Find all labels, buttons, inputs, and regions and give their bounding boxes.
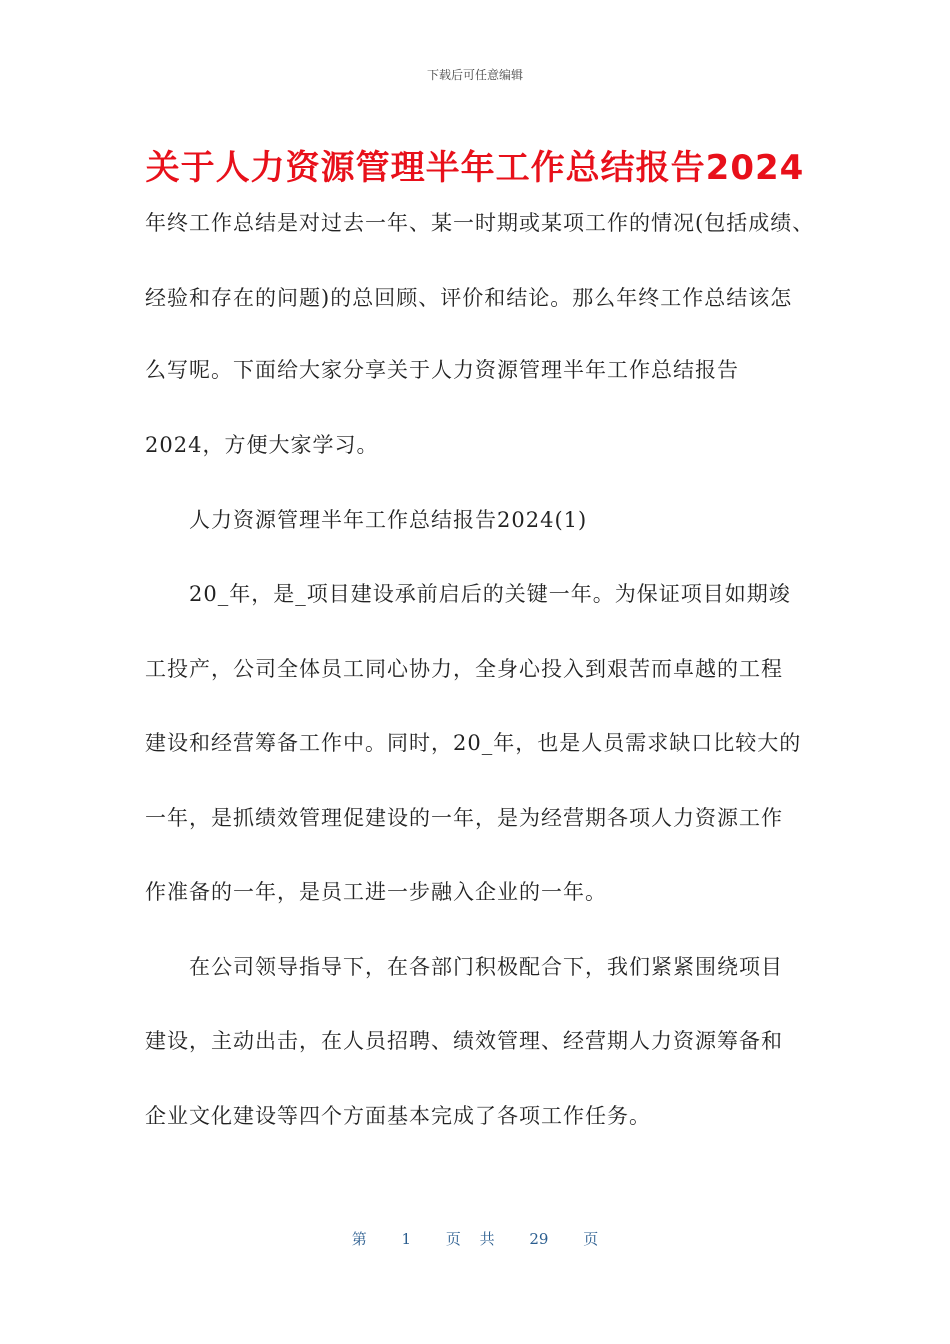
footer-suffix: 页 [583,1230,599,1248]
footer-middle: 页 共 [445,1230,495,1248]
paragraph-line: 工投产，公司全体员工同心协力，全身心投入到艰苦而卓越的工程 [145,657,783,681]
paragraph-line: 作准备的一年，是员工进一步融入企业的一年。 [145,880,607,904]
section-heading: 人力资源管理半年工作总结报告2024(1) [189,508,588,532]
header-note: 下载后可任意编辑 [426,68,523,82]
paragraph-line: 企业文化建设等四个方面基本完成了各项工作任务。 [145,1104,651,1128]
paragraph-line: 经验和存在的问题)的总回顾、评价和结论。那么年终工作总结该怎 [145,286,793,310]
paragraph-line: 建设，主动出击，在人员招聘、绩效管理、经营期人力资源筹备和 [145,1029,783,1053]
footer-page-number: 1 [401,1230,412,1248]
paragraph-line: 2024，方便大家学习。 [145,433,379,457]
paragraph-line: 建设和经营筹备工作中。同时，20_年，也是人员需求缺口比较大的 [145,731,802,755]
page-footer [0,1228,950,1249]
paragraph-line: 在公司领导指导下，在各部门积极配合下，我们紧紧围绕项目 [189,955,783,979]
paragraph-line: 20_年，是_项目建设承前启后的关键一年。为保证项目如期竣 [189,582,791,606]
document-title: 关于人力资源管理半年工作总结报告2024 [145,148,805,188]
footer-prefix: 第 [351,1230,367,1248]
footer-total-pages: 29 [529,1230,549,1248]
paragraph-line: 么写呢。下面给大家分享关于人力资源管理半年工作总结报告 [145,358,739,382]
paragraph-line: 年终工作总结是对过去一年、某一时期或某项工作的情况(包括成绩、 [145,211,815,235]
paragraph-line: 一年，是抓绩效管理促建设的一年，是为经营期各项人力资源工作 [145,806,783,830]
